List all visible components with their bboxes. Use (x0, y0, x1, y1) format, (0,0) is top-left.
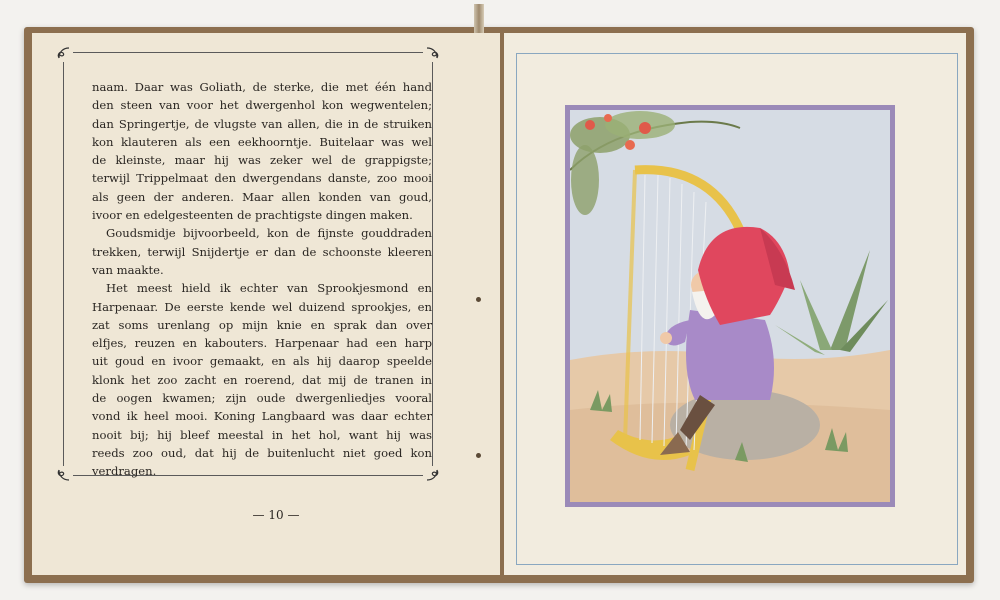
text-line: verdragen. (92, 464, 157, 479)
text-line: trekken, terwijl Snijdertje er dan de schoonste kleeren (92, 244, 432, 259)
dwarf-harpist-illustration (565, 105, 895, 507)
text-line: Goudsmidje bijvoorbeeld, kon de fijnste gouddraden (106, 226, 432, 241)
page-number: — 10 — (252, 508, 300, 522)
text-line: de kleinste, maar hij was zeker wel de grappigste; (92, 153, 432, 168)
text-line: de oogen kwamen; zijn oude dwergenliedjes vooral (92, 391, 432, 406)
binding-hole (476, 453, 481, 458)
body-text (92, 78, 432, 481)
corner-ornament-icon (55, 466, 73, 484)
corner-ornament-icon (423, 44, 441, 62)
text-line: reeds zoo oud, dat hij de buitenlucht niet goed kon (92, 445, 432, 460)
binding-hole (476, 297, 481, 302)
text-line: kon klauteren als een eekhoorntje. Buitelaar was wel (92, 134, 432, 149)
text-line: ivoor en edelgesteenten de prachtigste dingen maken. (92, 208, 413, 223)
text-line: als geen der anderen. Maar allen konden van goud, (92, 189, 432, 204)
text-line: elfjes, reuzen en kabouters. Harpenaar had een harp (92, 336, 432, 351)
text-line: nooit bij; hij bleef meestal in het hol, want hij was (92, 427, 432, 442)
text-line: van maakte. (92, 262, 164, 277)
text-line: Het meest hield ik echter van Sprookjesmond en (106, 281, 432, 296)
corner-ornament-icon (55, 44, 73, 62)
illustration-drawing (570, 110, 890, 502)
text-line: Harpenaar. De eerste kende wel duizend sprookjes, en (92, 299, 432, 314)
text-line: naam. Daar was Goliath, de sterke, die met één hand (92, 80, 432, 94)
text-line: terwijl Trippelmaat den dwergendans danste, zoo mooi (92, 171, 432, 186)
text-line: dan Springertje, de vlugste van allen, die in de struiken (92, 116, 432, 131)
text-line: uit goud en ivoor gemaakt, en als hij daarop speelde (92, 354, 432, 369)
text-line: den steen van voor het dwergenhol kon wegwentelen; (92, 98, 432, 113)
text-line: klonk het zoo zacht en roerend, dat mij de tranen in (92, 372, 432, 387)
text-line: zat soms urenlang op mijn knie en sprak dan over (92, 317, 432, 332)
text-line: vond ik heel mooi. Koning Langbaard was daar echter (92, 409, 432, 424)
